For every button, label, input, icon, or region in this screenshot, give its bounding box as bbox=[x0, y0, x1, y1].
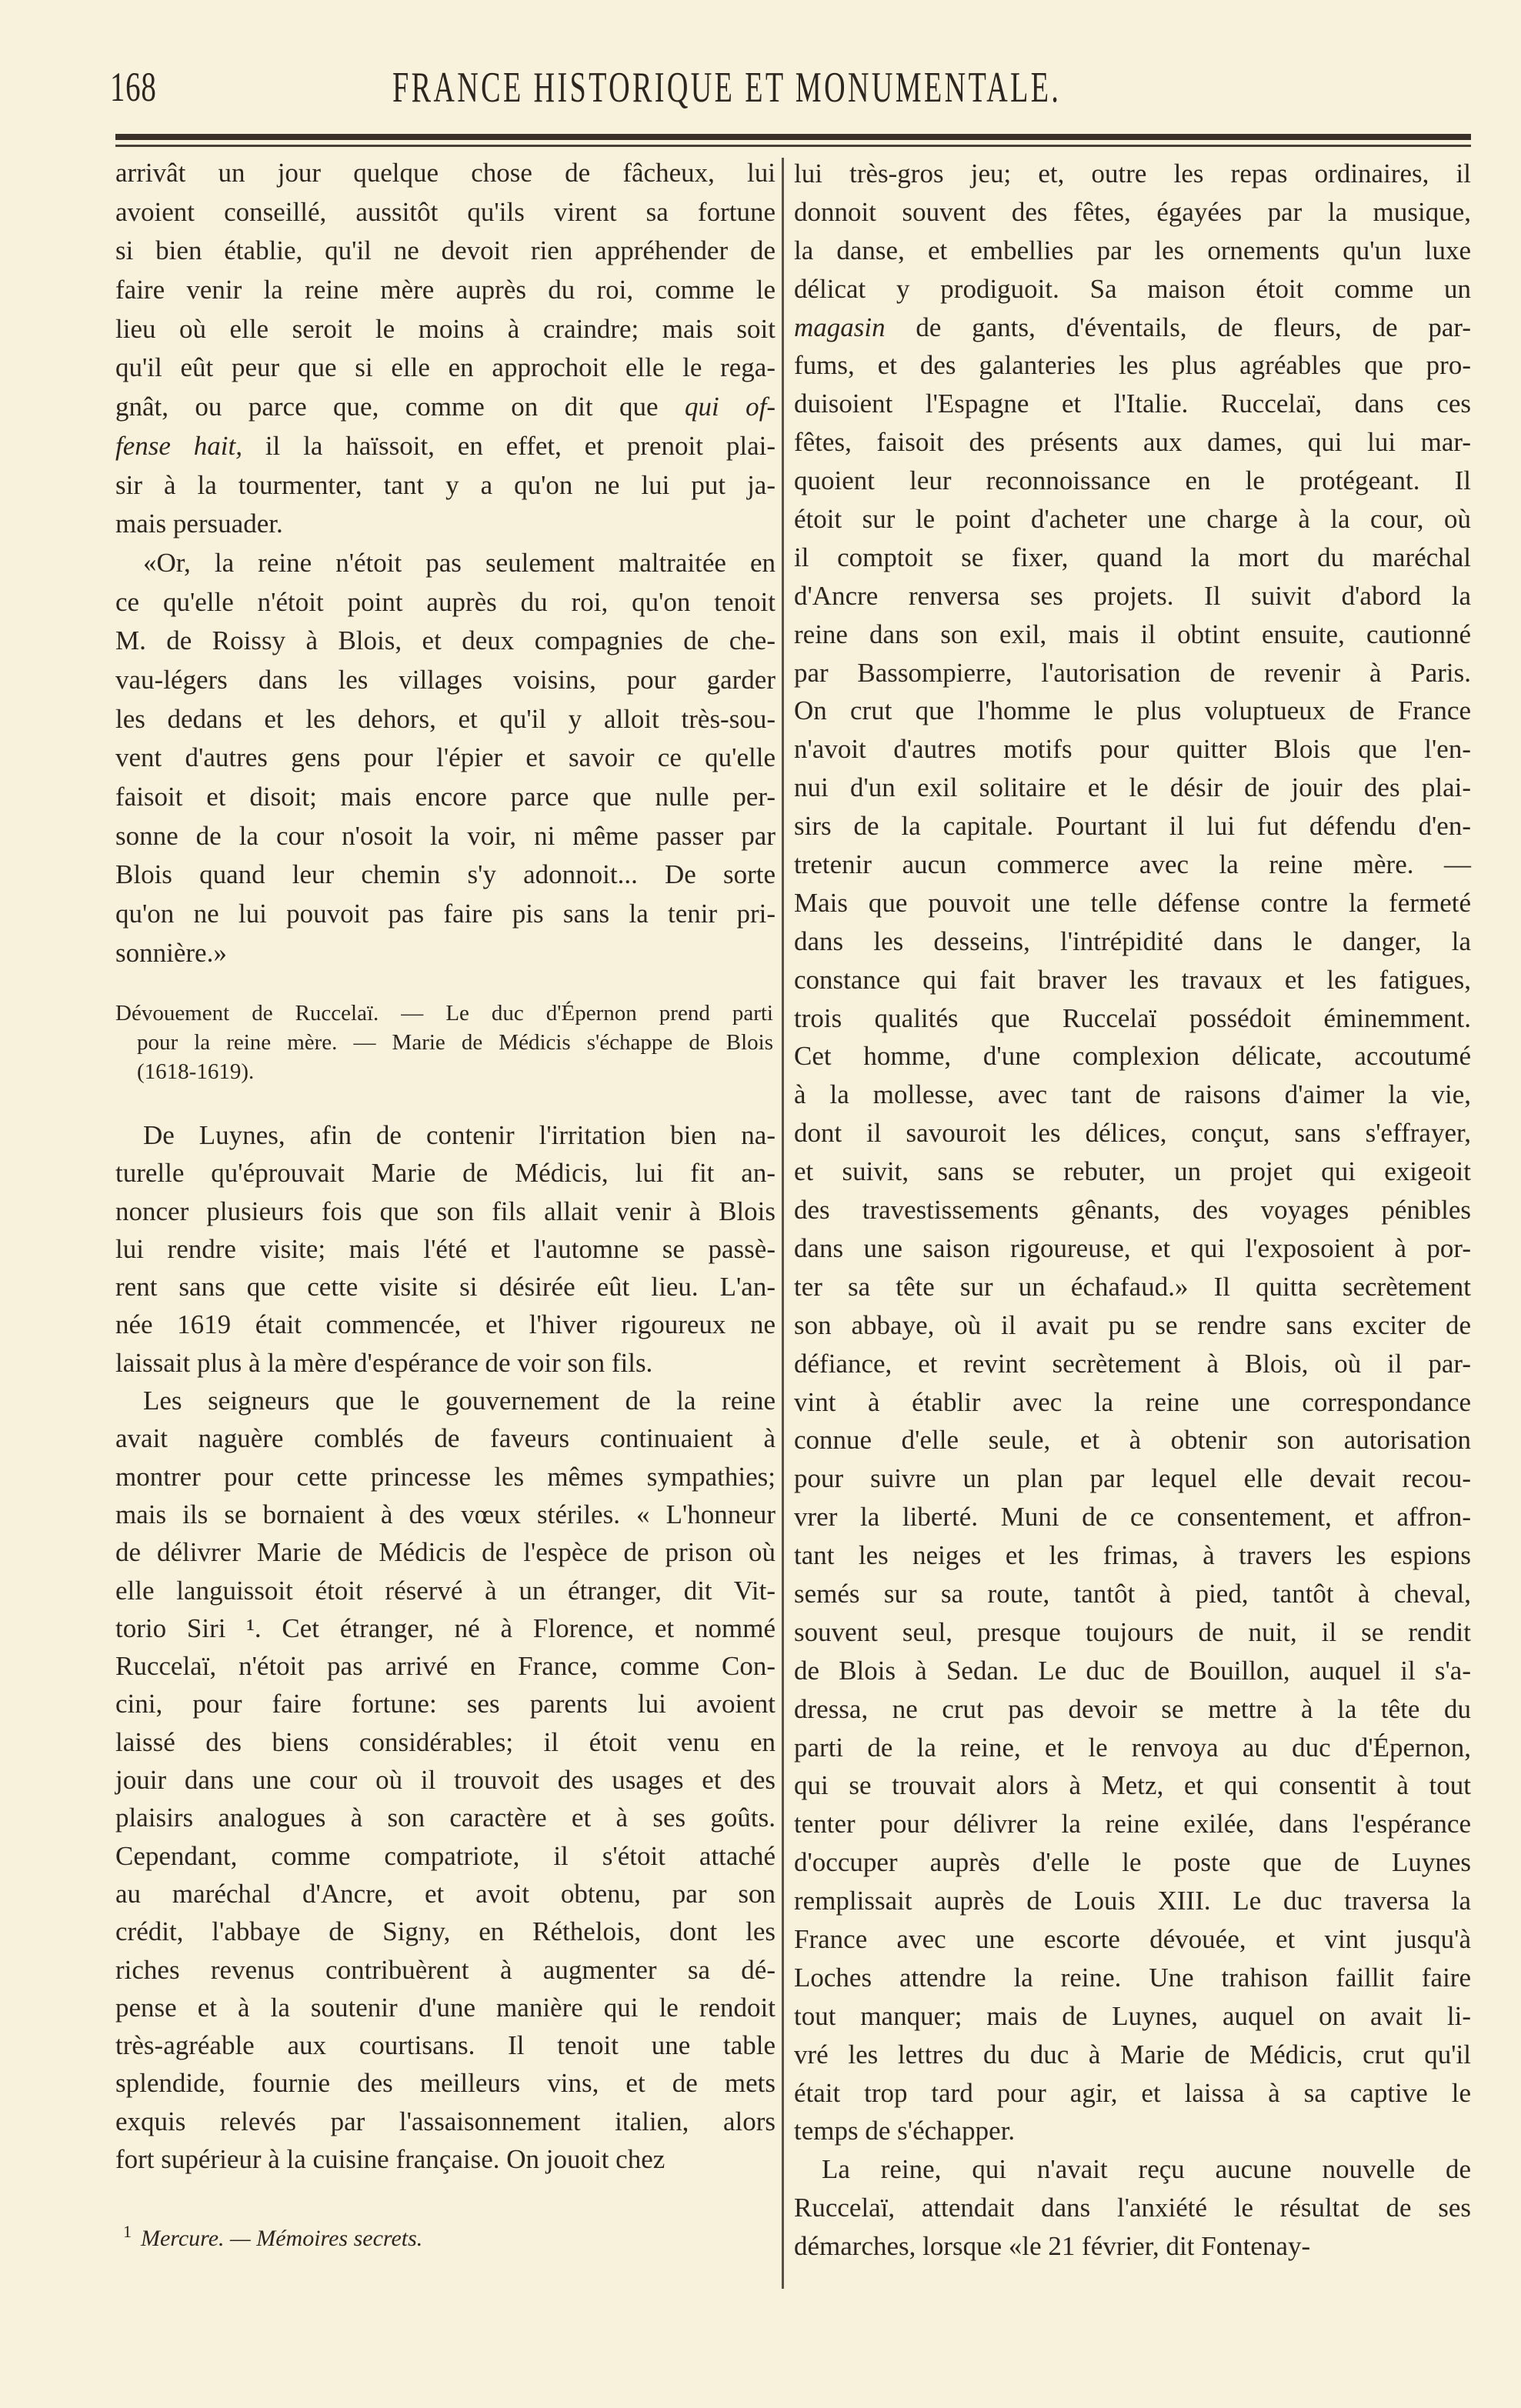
text-line: il comptoit se fixer, quand la mort du maréchal bbox=[794, 542, 1471, 572]
text-line: était trop tard pour agir, et laissa à sa captive le bbox=[794, 2077, 1471, 2108]
text-line: fums, et des galanteries les plus agréables que pro- bbox=[794, 350, 1471, 381]
text-line: tretenir aucun commerce avec la reine mère. — bbox=[794, 849, 1471, 880]
text-line: mais persuader. bbox=[115, 509, 283, 539]
text-line: Les seigneurs que le gouvernement de la reine bbox=[143, 1386, 776, 1416]
right-column bbox=[794, 155, 1471, 2266]
text-line: sonne de la cour n'osoit la voir, ni même passer par bbox=[115, 820, 776, 851]
text-line: On crut que l'homme le plus voluptueux de France bbox=[794, 695, 1471, 726]
text-line: mais ils se bornaient à des vœux stériles. « L'honneur bbox=[115, 1499, 776, 1529]
text-line: constance qui fait braver les travaux et les fatigues, bbox=[794, 964, 1471, 995]
text-line: et suivit, sans se rebuter, un projet qui exigeoit bbox=[794, 1156, 1471, 1187]
text-line: qu'on ne lui pouvoit pas faire pis sans la tenir pri- bbox=[115, 899, 776, 929]
left-column-bottom bbox=[115, 1116, 776, 2178]
running-title: FRANCE HISTORIQUE ET MONUMENTALE. bbox=[392, 64, 1062, 112]
text-line: vent d'autres gens pour l'épier et savoir ce qu'elle bbox=[115, 742, 776, 773]
text-line: connue d'elle seule, et à obtenir son autorisation bbox=[794, 1425, 1471, 1456]
text-line: turelle qu'éprouvait Marie de Médicis, lui fit an- bbox=[115, 1158, 776, 1189]
text-line: délicat y prodiguoit. Sa maison étoit comme un bbox=[794, 273, 1471, 304]
text-line: dressa, ne crut pas devoir se mettre à la tête du bbox=[794, 1693, 1471, 1724]
text-line: nui d'un exil solitaire et le désir de jouir des plai- bbox=[794, 772, 1471, 803]
section-heading-line: (1618-1619). bbox=[137, 1059, 255, 1084]
text-line: vrer la liberté. Muni de ce consentement, et affron- bbox=[794, 1502, 1471, 1533]
text-line: à la mollesse, avec tant de raisons d'aimer la vie, bbox=[794, 1079, 1471, 1110]
text-line: avoient conseillé, aussitôt qu'ils virent sa fortune bbox=[115, 196, 776, 227]
text-line: jouir dans une cour où il trouvoit des usages et des bbox=[115, 1765, 776, 1796]
text-line: temps de s'échapper. bbox=[794, 2116, 1016, 2146]
text-line: Ruccelaï, n'étoit pas arrivé en France, comme Con- bbox=[115, 1651, 776, 1682]
italic-text: qui of- bbox=[684, 392, 776, 422]
header-rule-thin bbox=[115, 145, 1471, 147]
text-line: lui rendre visite; mais l'été et l'automne se passè- bbox=[115, 1233, 776, 1264]
text-line: dont il savouroit les délices, conçut, sans s'effrayer, bbox=[794, 1118, 1471, 1149]
text-line: fêtes, faisoit des présents aux dames, qui lui mar- bbox=[794, 427, 1471, 458]
left-column-top bbox=[115, 154, 776, 972]
text-line: La reine, qui n'avait reçu aucune nouvelle de bbox=[822, 2154, 1471, 2185]
text-line: lieu où elle seroit le moins à craindre; mais soit bbox=[115, 313, 776, 344]
text-line: cini, pour faire fortune: ses parents lui avoient bbox=[115, 1689, 776, 1719]
text-line: des travestissements gênants, des voyages pénibles bbox=[794, 1195, 1471, 1226]
text-line: tout manquer; mais de Luynes, auquel on avait li- bbox=[794, 2000, 1471, 2031]
text-line: arrivât un jour quelque chose de fâcheux, lui bbox=[115, 158, 776, 188]
text-line: parti de la reine, et le renvoya au duc d'Épernon, bbox=[794, 1732, 1471, 1763]
text-line bbox=[115, 427, 776, 466]
text-line: elle languissoit étoit réservé à un étranger, dit Vit- bbox=[115, 1575, 776, 1606]
text-line: par Bassompierre, l'autorisation de revenir à Paris. bbox=[794, 657, 1471, 688]
text-line: plaisirs analogues à son caractère et à ses goûts. bbox=[115, 1803, 776, 1833]
text-line: n'avoit d'autres motifs pour quitter Blois que l'en- bbox=[794, 734, 1471, 765]
text-line: laissé des biens considérables; il étoit venu en bbox=[115, 1726, 776, 1757]
text-line bbox=[794, 309, 1471, 347]
text-line: née 1619 était commencée, et l'hiver rigoureux ne bbox=[115, 1309, 776, 1340]
section-heading bbox=[115, 999, 773, 1086]
text-line: noncer plusieurs fois que son fils allait venir à Blois bbox=[115, 1196, 776, 1226]
text-line: de délivrer Marie de Médicis de l'espèce de prison où bbox=[115, 1537, 776, 1568]
text-line: très-agréable aux courtisans. Il tenoit une table bbox=[115, 2030, 776, 2061]
text-line: dans les desseins, l'intrépidité dans le danger, la bbox=[794, 926, 1471, 956]
text-line: pense et à la soutenir d'une manière qui le rendoit bbox=[115, 1992, 776, 2023]
text-line: exquis relevés par l'assaisonnement italien, alors bbox=[115, 2106, 776, 2136]
italic-text: fense hait, bbox=[115, 430, 242, 461]
text-line: d'Ancre renversa ses projets. Il suivit d'abord la bbox=[794, 580, 1471, 611]
text-line: ce qu'elle n'étoit point auprès du roi, qu'on tenoit bbox=[115, 586, 776, 617]
text-line: qu'il eût peur que si elle en approchoit elle le rega- bbox=[115, 352, 776, 383]
text-line: les dedans et les dehors, et qu'il y alloit très-sou- bbox=[115, 703, 776, 734]
text-line: dans une saison rigoureuse, et qui l'exposoient à por- bbox=[794, 1232, 1471, 1263]
text-segment: gnât, ou parce que, comme on dit que bbox=[115, 392, 685, 422]
text-line: étoit sur le point d'acheter une charge à la cour, où bbox=[794, 504, 1471, 535]
text-line: torio Siri ¹. Cet étranger, né à Florence, et nommé bbox=[115, 1613, 776, 1643]
section-heading-line: Dévouement de Ruccelaï. — Le duc d'Épernon prend parti bbox=[115, 1001, 773, 1026]
section-heading-line: pour la reine mère. — Marie de Médicis s'échappe de Blois bbox=[137, 1030, 773, 1055]
text-line: vint à établir avec la reine une correspondance bbox=[794, 1386, 1471, 1417]
footnote bbox=[123, 2222, 422, 2252]
text-line: Ruccelaï, attendait dans l'anxiété le résultat de ses bbox=[794, 2193, 1471, 2223]
header-rule-thick bbox=[115, 134, 1471, 140]
text-line: rent sans que cette visite si désirée eût lieu. L'an- bbox=[115, 1272, 776, 1302]
text-segment: de gants, d'éventails, de fleurs, de par- bbox=[885, 312, 1471, 342]
text-line: Cependant, comme compatriote, il s'étoit attaché bbox=[115, 1840, 776, 1871]
text-line: Blois quand leur chemin s'y adonnoit... De sorte bbox=[115, 859, 776, 890]
column-divider bbox=[782, 158, 784, 2289]
text-line: de Blois à Sedan. Le duc de Bouillon, auquel il s'a- bbox=[794, 1655, 1471, 1686]
text-line: Mais que pouvoit une telle défense contre la fermeté bbox=[794, 887, 1471, 918]
text-line: montrer pour cette princesse les mêmes sympathies; bbox=[115, 1461, 776, 1492]
italic-text: magasin bbox=[794, 312, 886, 342]
text-line: défiance, et revint secrètement à Blois, où il par- bbox=[794, 1348, 1471, 1379]
text-line: donnoit souvent des fêtes, égayées par la musique, bbox=[794, 196, 1471, 227]
text-line: faisoit et disoit; mais encore parce que nulle per- bbox=[115, 782, 776, 812]
text-line: au maréchal d'Ancre, et avoit obtenu, par son bbox=[115, 1878, 776, 1909]
text-line: sirs de la capitale. Pourtant il lui fut défendu d'en- bbox=[794, 811, 1471, 842]
text-line: trois qualités que Ruccelaï possédoit éminemment. bbox=[794, 1002, 1471, 1033]
text-line: tant les neiges et les frimas, à travers les espions bbox=[794, 1540, 1471, 1571]
text-line: quoient leur reconnoissance en le protégeant. Il bbox=[794, 465, 1471, 496]
text-line: fort supérieur à la cuisine française. On jouoit chez bbox=[115, 2144, 665, 2175]
text-line: riches revenus contribuèrent à augmenter sa dé- bbox=[115, 1954, 776, 1985]
text-line: si bien établie, qu'il ne devoit rien appréhender de bbox=[115, 235, 776, 266]
text-line: «Or, la reine n'étoit pas seulement maltraitée en bbox=[143, 547, 776, 578]
text-line: tenter pour délivrer la reine exilée, dans l'espérance bbox=[794, 1809, 1471, 1839]
text-line: la danse, et embellies par les ornements qu'un luxe bbox=[794, 235, 1471, 265]
text-line: splendide, fournie des meilleurs vins, et de mets bbox=[115, 2068, 776, 2099]
text-line: faire venir la reine mère auprès du roi, comme le bbox=[115, 275, 776, 305]
text-line: remplissait auprès de Louis XIII. Le duc traversa la bbox=[794, 1886, 1471, 1916]
text-line: lui très-gros jeu; et, outre les repas ordinaires, il bbox=[794, 158, 1471, 188]
text-line: France avec une escorte dévouée, et vint jusqu'à bbox=[794, 1923, 1471, 1954]
text-line: souvent seul, presque toujours de nuit, il se rendit bbox=[794, 1616, 1471, 1647]
text-line: qui se trouvait alors à Metz, et qui consentit à tout bbox=[794, 1770, 1471, 1801]
text-line: vau-légers dans les villages voisins, pour garder bbox=[115, 664, 776, 695]
text-line: démarches, lorsque «le 21 février, dit Fontenay- bbox=[794, 2231, 1311, 2262]
text-line: vré les lettres du duc à Marie de Médicis, crut qu'il bbox=[794, 2039, 1471, 2069]
text-line: son abbaye, où il avait pu se rendre sans exciter de bbox=[794, 1309, 1471, 1340]
text-line: Cet homme, d'une complexion délicate, accoutumé bbox=[794, 1041, 1471, 1072]
footnote-text: Mercure. — Mémoires secrets. bbox=[141, 2226, 423, 2251]
text-line: crédit, l'abbaye de Signy, en Réthelois, dont les bbox=[115, 1916, 776, 1947]
text-segment: il la haïssoit, en effet, et prenoit plai- bbox=[242, 430, 776, 461]
text-line: pour suivre un plan par lequel elle devait recou- bbox=[794, 1463, 1471, 1494]
text-line: ter sa tête sur un échafaud.» Il quitta secrètement bbox=[794, 1271, 1471, 1302]
text-line bbox=[115, 388, 776, 427]
text-line: De Luynes, afin de contenir l'irritation bien na- bbox=[143, 1120, 776, 1150]
text-line: sir à la tourmenter, tant y a qu'on ne lui put ja- bbox=[115, 469, 776, 500]
text-line: duisoient l'Espagne et l'Italie. Ruccelaï, dans ces bbox=[794, 389, 1471, 419]
page-number: 168 bbox=[110, 64, 157, 110]
text-line: reine dans son exil, mais il obtint ensuite, cautionné bbox=[794, 619, 1471, 649]
text-line: semés sur sa route, tantôt à pied, tantôt à cheval, bbox=[794, 1578, 1471, 1609]
text-line: avait naguère comblés de faveurs continuaient à bbox=[115, 1423, 776, 1454]
text-line: laissait plus à la mère d'espérance de voir son fils. bbox=[115, 1347, 653, 1378]
text-line: d'occuper auprès d'elle le poste que de Luynes bbox=[794, 1847, 1471, 1878]
text-line: Loches attendre la reine. Une trahison faillit faire bbox=[794, 1962, 1471, 1993]
text-line: M. de Roissy à Blois, et deux compagnies de che- bbox=[115, 625, 776, 656]
footnote-mark: 1 bbox=[123, 2222, 132, 2241]
text-line: sonnière.» bbox=[115, 937, 227, 968]
